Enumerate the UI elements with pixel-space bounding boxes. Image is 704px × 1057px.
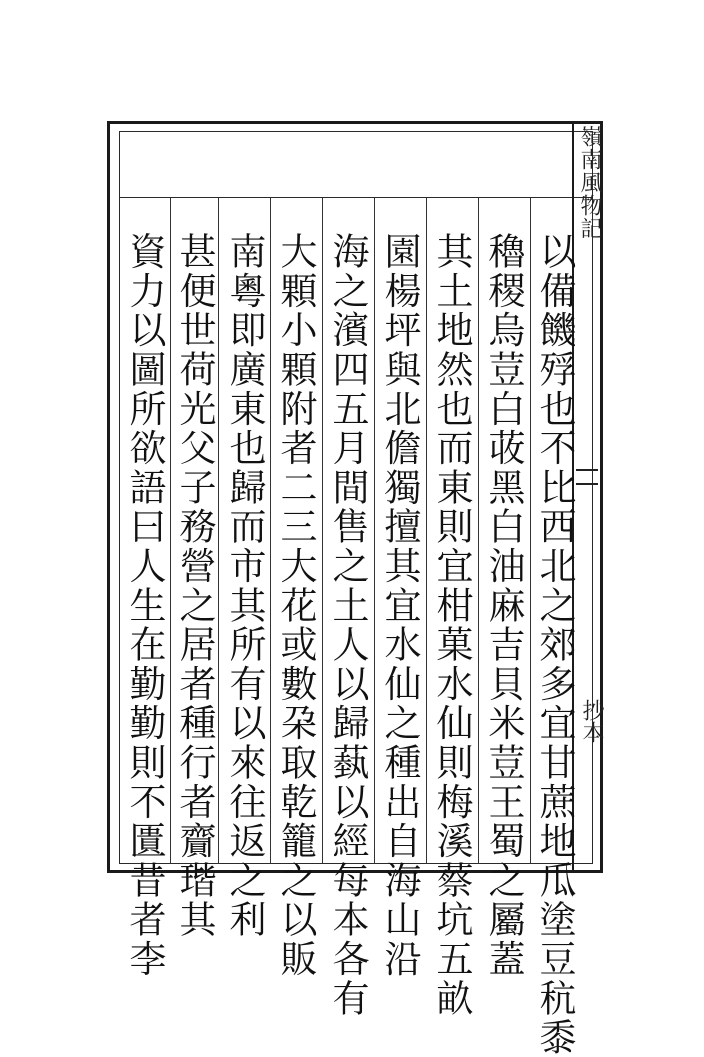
fore-edge-title: 嶺南風物記 [577, 125, 602, 240]
column-divider [170, 198, 171, 864]
text-column-2: 穭稷烏荳白荍黑白油麻吉貝米荳王蜀之屬蓋 [482, 232, 525, 979]
text-column-4: 園楊坪與北儋獨擅其宜水仙之種出自海山沿 [378, 232, 421, 979]
fish-tail-mark [576, 469, 598, 485]
text-column-5: 海之濱四五月間售之土人以歸蓺以經每本各有 [326, 232, 369, 1018]
text-column-1: 以備饑殍也不比西北之郊多宜甘蔗地瓜塗豆秔黍 [533, 232, 576, 1057]
column-divider [270, 198, 271, 864]
text-column-7: 南粵即廣東也歸而市其所有以來往返之利 [223, 232, 266, 940]
column-divider [374, 198, 375, 864]
column-divider [322, 198, 323, 864]
text-column-9: 資力以圖所欲語曰人生在勤勤則不匱昔者李 [123, 232, 166, 979]
column-divider [218, 198, 219, 864]
text-column-8: 甚便世荷光父子務營之居者種行者齎瑎其 [173, 232, 216, 940]
fore-edge-strip [572, 121, 603, 873]
fore-edge-tail-text: 抄本 [579, 699, 604, 743]
text-column-3: 其土地然也而東則宜柑菓水仙則梅溪蔡坑五畝 [430, 232, 473, 1018]
column-divider [530, 198, 531, 864]
column-divider [426, 198, 427, 864]
head-margin-band [120, 132, 592, 198]
column-divider [478, 198, 479, 864]
text-column-6: 大顆小顆附者二三大花或數朶取乾籠之以販 [274, 232, 317, 979]
